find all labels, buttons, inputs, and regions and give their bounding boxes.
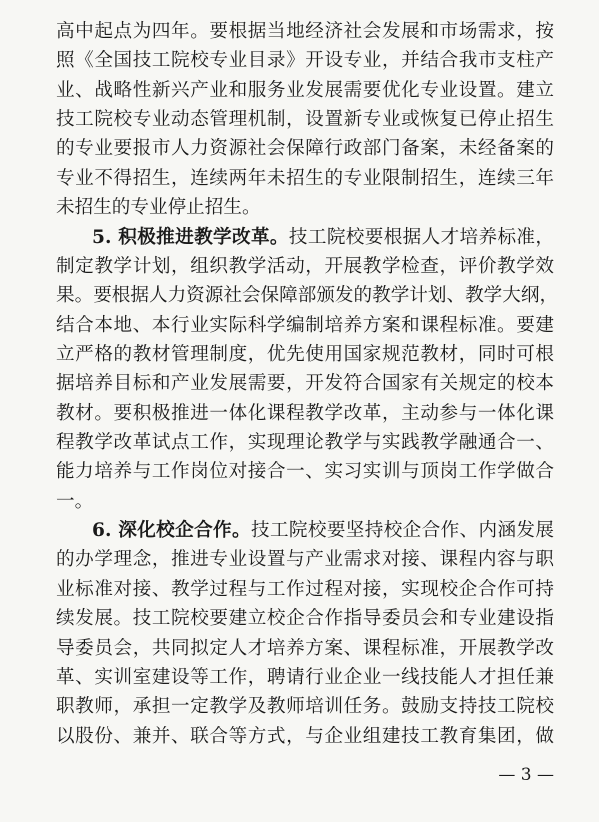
body-text-line: 果。要根据人力资源社会保障部颁发的教学计划、教学大纲，	[56, 285, 559, 306]
body-text-line: 程教学改革试点工作，实现理论教学与实践教学融通合一、	[56, 432, 554, 453]
body-text-line: 一。	[56, 491, 94, 512]
body-text-line: 教材。要积极推进一体化课程教学改革，主动参与一体化课	[56, 403, 554, 424]
section-heading: 6. 深化校企合作。	[92, 520, 251, 541]
body-text-line: 革、实训室建设等工作，聘请行业企业一线技能人才担任兼	[56, 667, 554, 688]
body-text-line: 技工院校专业动态管理机制，设置新专业或恢复已停止招生	[56, 109, 554, 130]
section-first-line-text: 技工院校要坚持校企合作、内涵发展	[250, 520, 554, 541]
body-text-line: 导委员会，共同拟定人才培养方案、课程标准，开展教学改	[56, 638, 554, 659]
body-text-line: 制定教学计划，组织教学活动，开展教学检查，评价教学效	[56, 256, 554, 277]
section-first-line-text: 技工院校要根据人才培养标准，	[288, 227, 554, 248]
body-text-line: 以股份、兼并、联合等方式，与企业组建技工教育集团，做	[56, 726, 554, 747]
page-number: — 3 —	[498, 765, 554, 785]
body-text-line: 续发展。技工院校要建立校企合作指导委员会和专业建设指	[56, 608, 554, 629]
body-text-line: 未招生的专业停止招生。	[56, 197, 261, 218]
body-text-line: 专业不得招生，连续两年未招生的专业限制招生，连续三年	[56, 168, 554, 189]
body-text-line: 业标准对接、教学过程与工作过程对接，实现校企合作可持	[56, 579, 554, 600]
body-text-line: 业、战略性新兴产业和服务业发展需要优化专业设置。建立	[56, 80, 554, 101]
section-first-line	[92, 224, 554, 251]
body-text-line: 高中起点为四年。要根据当地经济社会发展和市场需求，按	[56, 21, 554, 42]
body-text-line: 据培养目标和产业发展需要，开发符合国家有关规定的校本	[56, 373, 554, 394]
body-text-line: 的专业要报市人力资源社会保障行政部门备案，未经备案的	[56, 138, 554, 159]
body-text-line: 能力培养与工作岗位对接合一、实习实训与顶岗工作学做合	[56, 461, 554, 482]
section-heading: 5. 积极推进教学改革。	[92, 227, 289, 248]
body-text-line: 的办学理念，推进专业设置与产业需求对接、课程内容与职	[56, 549, 554, 570]
section-first-line	[92, 517, 554, 544]
body-text-line: 结合本地、本行业实际科学编制培养方案和课程标准。要建	[56, 315, 554, 336]
body-text-line: 职教师，承担一定教学及教师培训任务。鼓励支持技工院校	[56, 696, 554, 717]
body-text-line: 立严格的教材管理制度，优先使用国家规范教材，同时可根	[56, 344, 554, 365]
body-text-line: 照《全国技工院校专业目录》开设专业，并结合我市支柱产	[56, 50, 554, 71]
